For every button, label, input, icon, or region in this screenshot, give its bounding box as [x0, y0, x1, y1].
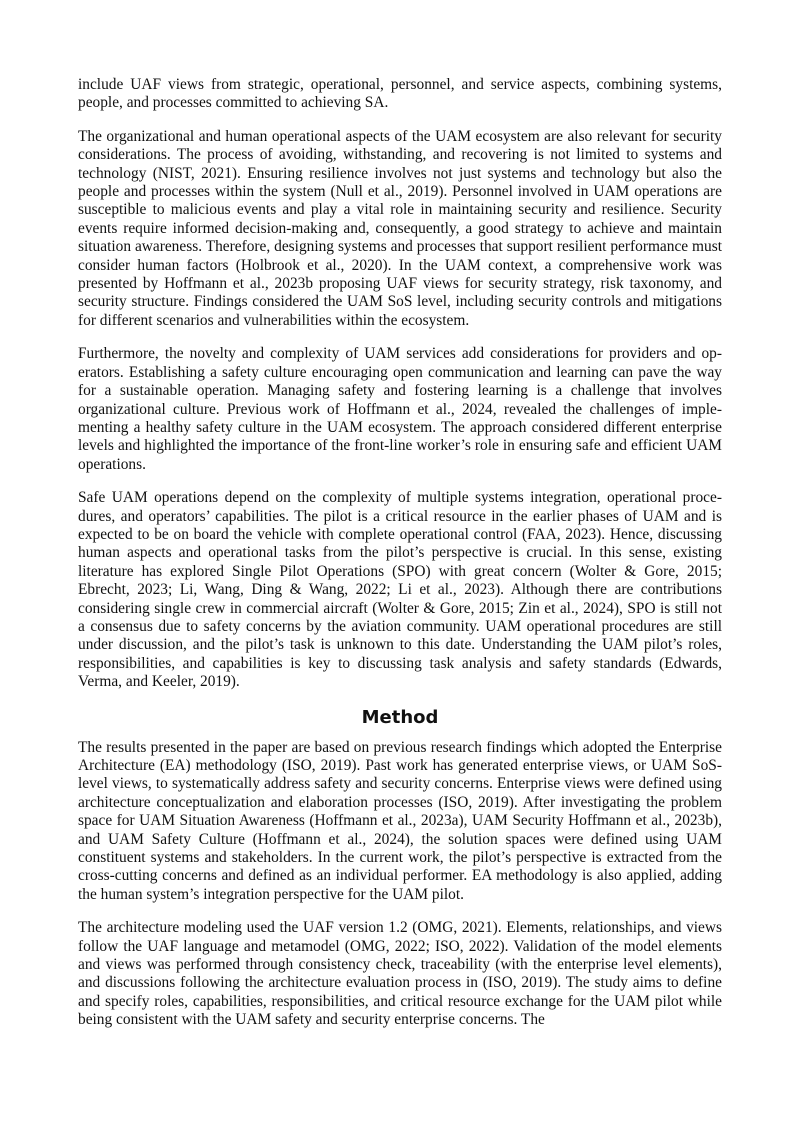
paragraph-method-results: The results presented in the paper are based on previous research findings which adopted the Enterprise Architecture (EA) methodology (ISO, 2019). Past work has generated enterprise views, or UAM SoS-level views, to systematically address safety and security concerns. Enterprise views were defined using architecture conceptualization and elaboration processes (ISO, 2019). After investigating the problem space for UAM Situation Awareness (Hoffmann et al., 2023a), UAM Security Hoffmann et al., 2023b), and UAM Safety Culture (Hoffmann et al., 2024), the solution spaces were defined using UAM constituent systems and stakeholders. In the current work, the pilot’s perspective is extracted from the cross-cutting concerns and defined as an individual performer. EA methodology is also applied, adding the human system’s integration perspective for the UAM pilot. — [78, 738, 722, 903]
paragraph-sa-views: include UAF views from strategic, operational, personnel, and service aspects, combining systems, people, and processes committed to achieving SA. — [78, 76, 722, 112]
paragraph-pilot-operations: Safe UAM operations depend on the complexity of multiple systems integration, operational procedures, and operators’ capabilities. The pilot is a critical resource in the earlier phases of UAM and is expected to be on board the vehicle with complete operational control (FAA, 2023). Hence, discussing human aspects and operational tasks from the pilot’s perspective is crucial. In this sense, existing literature has explored Single Pilot Operations (SPO) with great concern (Wolter & Gore, 2015; Ebrecht, 2023; Li, Wang, Ding & Wang, 2022; Li et al., 2023). Although there are contributions considering single crew in commercial aircraft (Wolter & Gore, 2015; Zin et al., 2024), SPO is still not a consensus due to safety concerns by the aviation community. UAM operational procedures are still under discussion, and the pilot’s task is unknown to this date. Understanding the UAM pilot’s roles, responsibilities, and capabilities is key to discussing task analysis and safety standards (Edwards, Verma, and Keeler, 2019). — [78, 489, 722, 691]
paragraph-organizational-aspects: The organizational and human operational aspects of the UAM ecosystem are also relevant for security considerations. The process of avoiding, withstanding, and recovering is not limited to systems and technology (NIST, 2021). Ensuring resilience involves not just systems and technology but also the people and processes within the system (Null et al., 2019). Personnel involved in UAM operations are susceptible to malicious events and play a vital role in maintaining security and resilience. Security events require informed decision-making and, consequently, a good strategy to achieve and maintain situation awareness. Therefore, designing systems and processes that support resilient performance must consider human factors (Holbrook et al., 2020). In the UAM context, a comprehensive work was presented by Hoffmann et al., 2023b proposing UAF views for security strategy, risk taxonomy, and security structure. Findings considered the UAM SoS level, including security controls and mitigations for different scenarios and vulnerabilities within the ecosystem. — [78, 127, 722, 329]
paragraph-safety-culture: Furthermore, the novelty and complexity of UAM services add considerations for providers and operators. Establishing a safety culture encouraging open communication and learning can pave the way for a sustainable operation. Managing safety and fostering learning is a challenge that involves organizational culture. Previous work of Hoffmann et al., 2024, revealed the challenges of implementing a healthy safety culture in the UAM ecosystem. The approach considered different enterprise levels and highlighted the importance of the front-line worker’s role in ensuring safe and efficient UAM operations. — [78, 345, 722, 473]
document-page — [78, 76, 722, 1045]
paragraph-architecture-modeling: The architecture modeling used the UAF version 1.2 (OMG, 2021). Elements, relationships, and views follow the UAF language and metamodel (OMG, 2022; ISO, 2022). Validation of the model elements and views was performed through consistency check, traceability (with the enterprise level elements), and discussions following the architecture evaluation process in (ISO, 2019). The study aims to define and specify roles, capabilities, responsibilities, and critical resource exchange for the UAM pilot while being consistent with the UAM safety and security enterprise concerns. The — [78, 919, 722, 1029]
section-heading-method: Method — [361, 706, 439, 728]
